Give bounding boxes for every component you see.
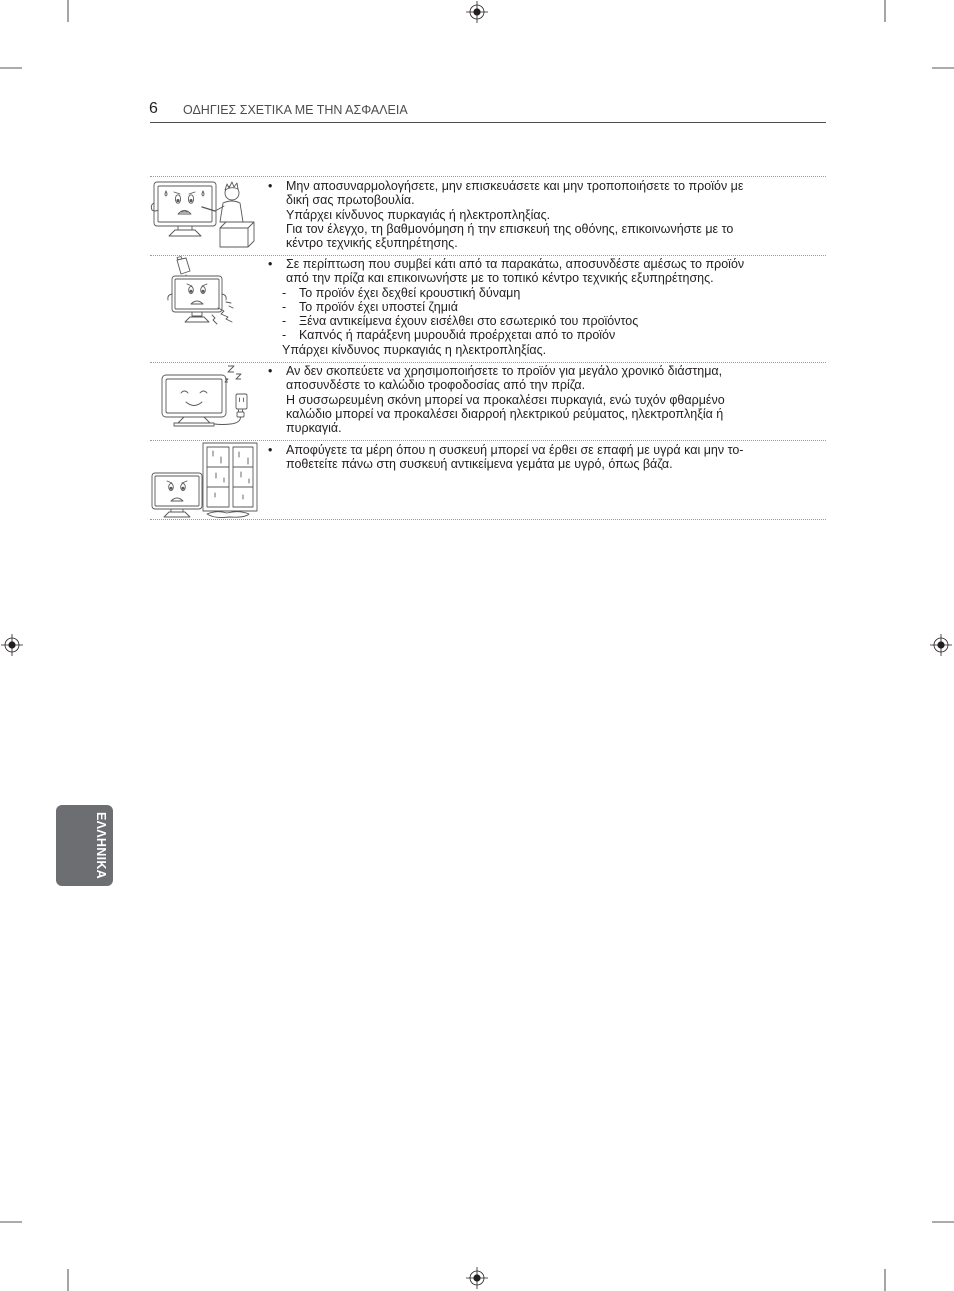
power-outlet-icon	[236, 394, 247, 409]
box-outline	[220, 222, 254, 247]
window-panes	[207, 447, 253, 507]
sub-list-item	[282, 300, 826, 314]
text-line: Αν δεν σκοπεύετε να χρησιμοποιήσετε το προϊόν για μεγάλο χρονικό διάστημα,	[286, 364, 723, 378]
registration-dot	[474, 1275, 480, 1281]
risk-note: Υπάρχει κίνδυνος πυρκαγιάς η ηλεκτροπληξίας.	[282, 342, 547, 357]
registration-dot	[474, 9, 480, 15]
tv-damage-warning-illustration	[160, 256, 245, 328]
sleep-z-icon	[225, 366, 241, 382]
language-tab	[56, 805, 113, 886]
safety-item-text	[286, 179, 826, 250]
bullet: •	[268, 443, 273, 457]
table-bottom-divider	[150, 519, 826, 520]
registration-mark-right	[930, 634, 952, 656]
bullet: •	[268, 179, 273, 193]
liquid-warning-illustration	[149, 441, 261, 519]
crop-mark-top-right	[885, 0, 954, 68]
sub-list-text: Καπνός ή παράξενη μυρουδιά προέρχεται από το προϊόν	[299, 328, 616, 343]
sub-list-text: Ξένα αντικείμενα έχουν εισέλθει στο εσωτερικό του προϊόντος	[299, 314, 639, 329]
sub-list-item	[282, 314, 826, 328]
dash: -	[282, 299, 287, 314]
bottle-outline	[177, 257, 190, 275]
tv-screen	[175, 279, 219, 309]
text-line: δική σας πρωτοβουλία.	[286, 193, 415, 208]
safety-item-text	[286, 364, 826, 435]
registration-mark-top	[466, 1, 488, 23]
language-tab-label: ΕΛΛΗΝΙΚΑ	[94, 812, 108, 879]
tv-screen	[166, 379, 222, 413]
text-line: Υπάρχει κίνδυνος πυρκαγιάς ή ηλεκτροπληξίας.	[286, 207, 551, 222]
registration-mark-left	[1, 634, 23, 656]
tv-icon	[162, 375, 226, 426]
tv-stand	[185, 311, 209, 322]
sub-list-text: Το προϊόν έχει δεχθεί κρουστική δύναμη	[299, 285, 521, 300]
text-line: Σε περίπτωση που συμβεί κάτι από τα παρακάτω, αποσυνδέστε αμέσως το προϊόν	[286, 257, 745, 271]
dash: -	[282, 328, 287, 343]
bullet: •	[268, 364, 273, 378]
unplug-warning-illustration	[158, 363, 253, 431]
rain-drops	[213, 451, 249, 499]
row-divider	[150, 255, 826, 256]
safety-item-unplug-on-fault	[268, 257, 826, 357]
technician-body	[220, 201, 243, 222]
plug-body	[237, 412, 244, 417]
box-icon	[220, 222, 254, 247]
tv-stand	[169, 225, 201, 236]
tv-icon	[168, 276, 226, 322]
text-line: Αποφύγετε τα μέρη όπου η συσκευή μπορεί να έρθει σε επαφή με υγρά και μην το-	[286, 443, 744, 457]
safety-item-liquids	[268, 443, 826, 472]
registration-dot	[9, 642, 15, 648]
text-line: Η συσσωρευμένη σκόνη μπορεί να προκαλέσει πυρκαγιά, ενώ τυχόν φθαρμένο	[286, 392, 725, 407]
tv-stand	[174, 417, 214, 426]
tv-repair-warning-illustration	[150, 177, 260, 254]
sub-list-text: Το προϊόν έχει υποστεί ζημιά	[299, 299, 458, 314]
text-line: Για τον έλεγχο, τη βαθμονόμηση ή την επισκευή της οθόνης, επικοινωνήστε με το	[286, 221, 734, 236]
text-line: ποθετείτε πάνω στη συσκευή αντικείμενα γεμάτα με υγρό, όπως βάζα.	[286, 457, 673, 472]
tv-screen	[155, 476, 199, 506]
puddle-icon	[207, 512, 249, 518]
text-line: πυρκαγιά.	[286, 421, 342, 436]
registration-dot	[938, 642, 944, 648]
crop-mark-bottom-right	[885, 1222, 954, 1291]
text-line: από την πρίζα και επικοινωνήστε με το τοπικό κέντρο τεχνικής εξυπηρέτησης.	[286, 271, 714, 286]
safety-item-text	[286, 443, 826, 472]
bullet: •	[268, 257, 273, 271]
safety-item-text	[286, 257, 826, 286]
tv-icon	[152, 473, 202, 517]
crop-mark-bottom-left	[0, 1222, 68, 1291]
safety-item-disassembly	[268, 179, 826, 250]
section-title: ΟΔΗΓΙΕΣ ΣΧΕΤΙΚΑ ΜΕ ΤΗΝ ΑΣΦΑΛΕΙΑ	[183, 103, 408, 117]
sub-list-item	[282, 328, 826, 342]
header-rule	[150, 122, 826, 123]
text-line: καλώδιο μπορεί να προκαλέσει διαρροή ηλεκτρικού ρεύματος, ηλεκτροπληξία ή	[286, 406, 724, 421]
page-number: 6	[149, 100, 158, 117]
outlet-plate	[236, 394, 247, 409]
registration-mark-bottom	[466, 1267, 488, 1289]
water-puddle	[207, 512, 249, 518]
safety-item-long-disuse	[268, 364, 826, 435]
dash: -	[282, 314, 287, 329]
window-icon	[203, 443, 257, 511]
dash: -	[282, 285, 287, 300]
sleep-z-letters	[225, 366, 241, 382]
sub-list-item	[282, 286, 826, 300]
text-line: αποσυνδέστε το καλώδιο τροφοδοσίας από την πρίζα.	[286, 378, 586, 393]
crop-mark-top-left	[0, 0, 68, 68]
text-line: κέντρο τεχνικής εξυπηρέτησης.	[286, 236, 458, 251]
text-line: Μην αποσυναρμολογήσετε, μην επισκευάσετε και μην τροποποιήσετε το προϊόν με	[286, 179, 744, 193]
window-frame	[203, 443, 257, 511]
